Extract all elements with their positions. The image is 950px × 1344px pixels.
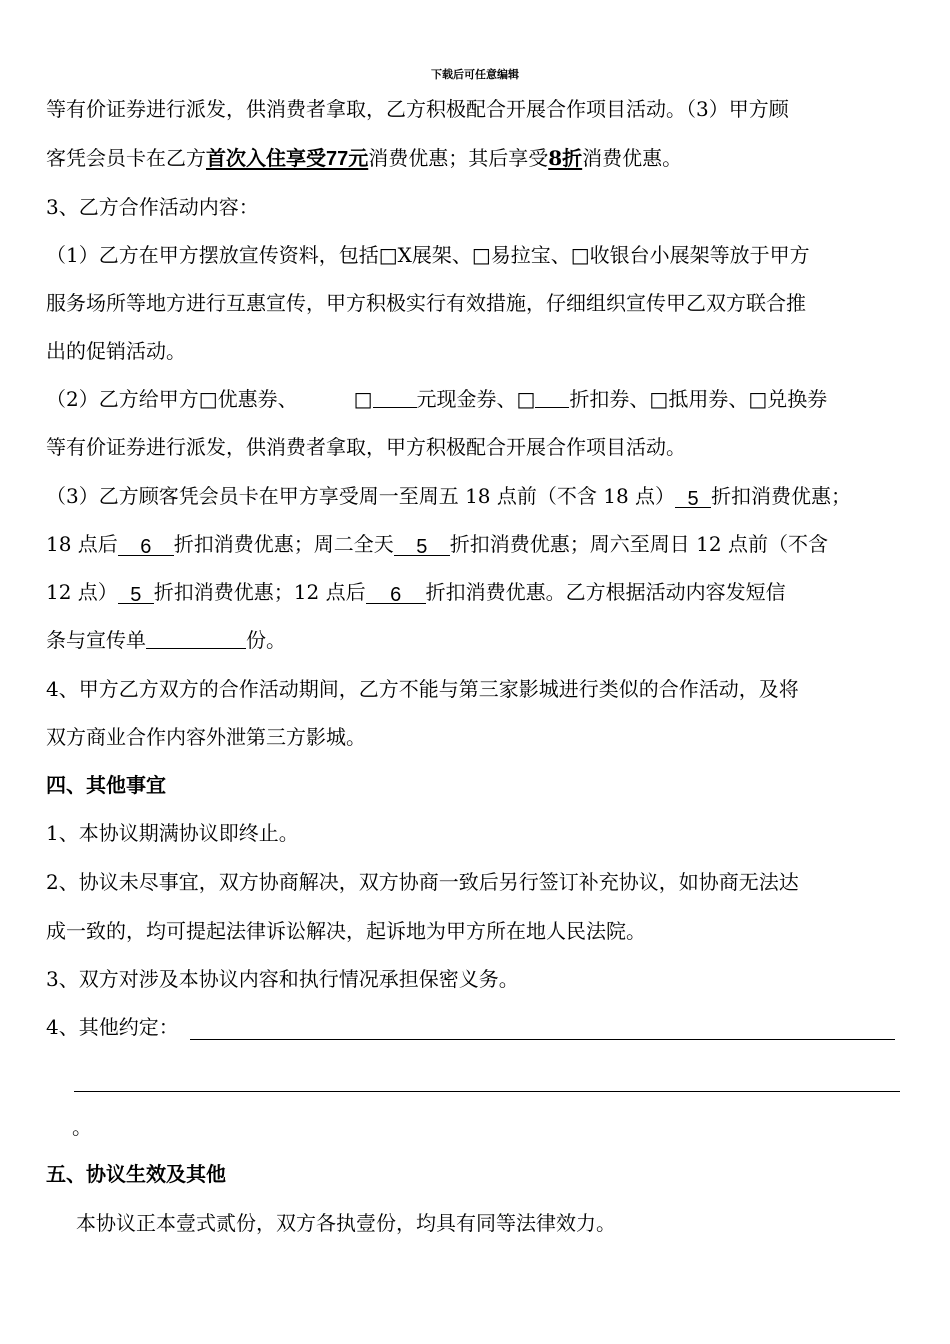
text-segment: 消费优惠；其后享受	[368, 146, 549, 170]
paragraph-line: 本协议正本壹式贰份，双方各执壹份，均具有同等法律效力。	[76, 1211, 616, 1235]
paragraph-line: （1）乙方在甲方摆放宣传资料，包括□X展架、□易拉宝、□收银台小展架等放于甲方	[46, 243, 810, 267]
paragraph-line: 。	[72, 1115, 92, 1139]
text-segment: □	[353, 387, 373, 411]
text-segment: 元现金券、□	[416, 387, 536, 411]
paragraph-line: 双方商业合作内容外泄第三方影城。	[46, 725, 366, 749]
paragraph-line: 出的促销活动。	[46, 339, 186, 363]
paragraph-line: 等有价证券进行派发，供消费者拿取，甲方积极配合开展合作项目活动。	[46, 435, 686, 459]
paragraph-line: 服务场所等地方进行互惠宣传，甲方积极实行有效措施，仔细组织宣传甲乙双方联合推	[46, 291, 806, 315]
weekend-before-12-discount: 5	[118, 583, 154, 604]
page-header: 下载后可任意编辑	[431, 68, 519, 81]
paragraph-line	[46, 628, 286, 652]
paragraph-line	[46, 387, 827, 411]
text-segment: 18 点后	[46, 532, 118, 556]
text-segment: 条与宣传单	[46, 628, 146, 652]
section-heading-5: 五、协议生效及其他	[46, 1162, 226, 1186]
text-segment: 折扣券、□抵用券、□兑换券	[569, 387, 828, 411]
paragraph-line	[46, 146, 682, 171]
paragraph-line: 3、乙方合作活动内容：	[46, 195, 259, 219]
paragraph-line	[46, 532, 828, 556]
text-segment: 折扣消费优惠；周二全天	[173, 532, 394, 556]
paragraph-line: 1、本协议期满协议即终止。	[46, 821, 299, 845]
text-segment: 12 点）	[46, 580, 118, 604]
text-segment: （3）乙方顾客凭会员卡在甲方享受周一至周五 18 点前（不含 18 点）	[46, 484, 676, 508]
text-segment: 客凭会员卡在乙方	[46, 146, 206, 170]
text-segment: （2）乙方给甲方□优惠券、	[46, 387, 298, 411]
weekday-before-18-discount: 5	[675, 487, 711, 508]
tuesday-discount: 5	[394, 535, 450, 556]
discount-coupon-blank	[535, 387, 569, 408]
text-segment: 折扣消费优惠。乙方根据活动内容发短信	[425, 580, 786, 604]
flyer-count-blank	[146, 628, 246, 649]
text-segment: 折扣消费优惠；周六至周日 12 点前（不含	[449, 532, 828, 556]
section-heading-4: 四、其他事宜	[46, 773, 166, 797]
other-terms-blank-line-1	[190, 1039, 895, 1040]
text-segment: 消费优惠。	[582, 146, 683, 170]
paragraph-line: 2、协议未尽事宜，双方协商解决，双方协商一致后另行签订补充协议，如协商无法达	[46, 870, 799, 894]
text-segment: 折扣消费优惠；	[711, 484, 852, 508]
text-segment: 折扣消费优惠；12 点后	[153, 580, 366, 604]
weekday-after-18-discount: 6	[118, 535, 174, 556]
paragraph-line: 4、其他约定：	[46, 1015, 179, 1039]
other-terms-blank-line-2	[74, 1091, 900, 1092]
text-segment: 份。	[246, 628, 286, 652]
discount-rate: 8折	[548, 146, 583, 170]
discount-first-stay	[206, 146, 368, 170]
weekend-after-12-discount: 6	[366, 583, 426, 604]
cash-coupon-blank	[373, 387, 417, 408]
paragraph-line	[46, 580, 786, 604]
discount-amount: 77元	[326, 148, 369, 170]
paragraph-line: 3、双方对涉及本协议内容和执行情况承担保密义务。	[46, 967, 519, 991]
paragraph-line: 4、甲方乙方双方的合作活动期间，乙方不能与第三家影城进行类似的合作活动，及将	[46, 677, 799, 701]
paragraph-line	[46, 484, 851, 508]
paragraph-line: 等有价证券进行派发，供消费者拿取，乙方积极配合开展合作项目活动。（3）甲方顾	[46, 97, 789, 121]
paragraph-line: 成一致的，均可提起法律诉讼解决，起诉地为甲方所在地人民法院。	[46, 919, 646, 943]
text-segment: 首次入住享受	[206, 146, 326, 170]
